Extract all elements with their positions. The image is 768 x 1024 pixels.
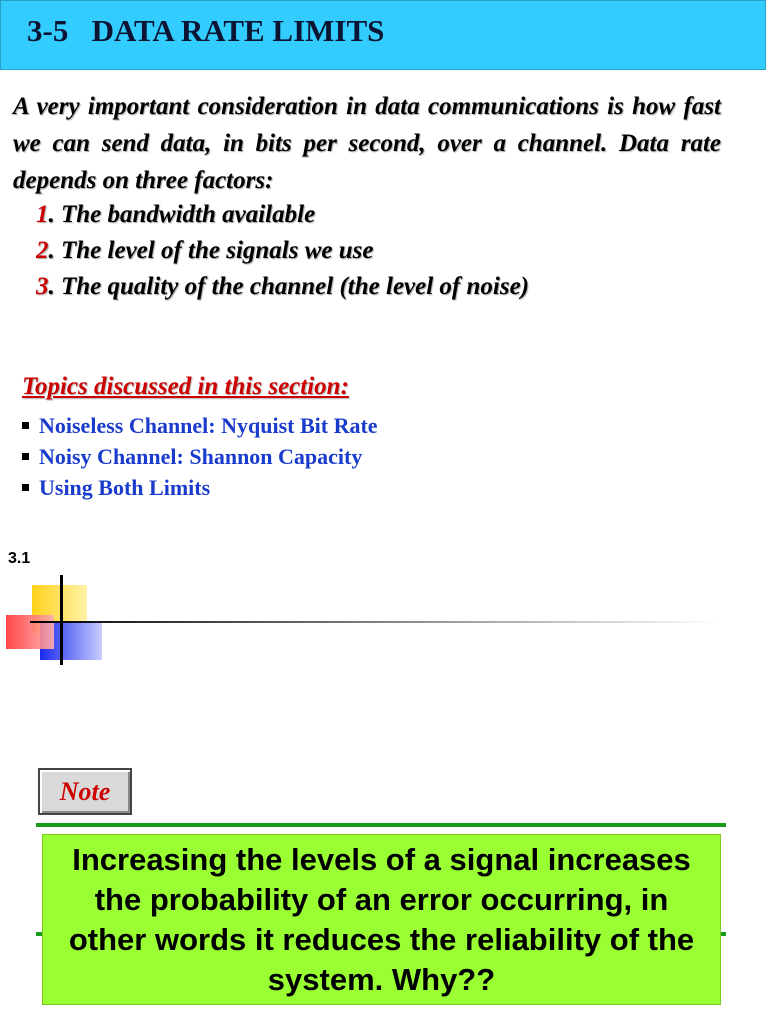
- topic-item: [22, 472, 378, 503]
- factor-text: . The level of the signals we use: [48, 237, 374, 264]
- slide-title: 3-5 DATA RATE LIMITS: [27, 13, 385, 48]
- title-bar: [0, 0, 766, 70]
- factor-item: [36, 233, 529, 269]
- note-text: Increasing the levels of a signal increases the probability of an error occurring, in other words it reduces the reliability of the system. Why??: [68, 841, 695, 997]
- topic-item: [22, 441, 378, 472]
- factor-item: [36, 197, 529, 233]
- factor-text: . The bandwidth available: [48, 201, 316, 228]
- square-bullet-icon: [22, 453, 29, 460]
- square-bullet-icon: [22, 422, 29, 429]
- topics-list: [22, 410, 378, 503]
- topics-heading: Topics discussed in this section:: [22, 373, 349, 400]
- factor-number: 3: [36, 273, 49, 300]
- decorative-squares-icon: [0, 575, 768, 670]
- topic-text: Noisy Channel: Shannon Capacity: [39, 444, 363, 469]
- slide-number: 3.1: [8, 550, 31, 567]
- factor-text: . The quality of the channel (the level of noise): [48, 273, 530, 300]
- factor-number: 1: [36, 201, 49, 228]
- square-bullet-icon: [22, 484, 29, 491]
- topic-text: Using Both Limits: [39, 475, 211, 500]
- intro-paragraph: A very important consideration in data communications is how fast we can send data, in bits per second, over a channel. Data rate depends on three factors:: [13, 93, 721, 194]
- note-panel: [42, 834, 721, 1005]
- factors-list: [36, 197, 529, 305]
- topic-text: Noiseless Channel: Nyquist Bit Rate: [39, 413, 378, 438]
- note-label-box: [38, 768, 132, 815]
- factor-item: [36, 269, 529, 305]
- topic-item: [22, 410, 378, 441]
- note-label: Note: [59, 776, 111, 806]
- factor-number: 2: [36, 237, 49, 264]
- green-divider: [36, 823, 726, 827]
